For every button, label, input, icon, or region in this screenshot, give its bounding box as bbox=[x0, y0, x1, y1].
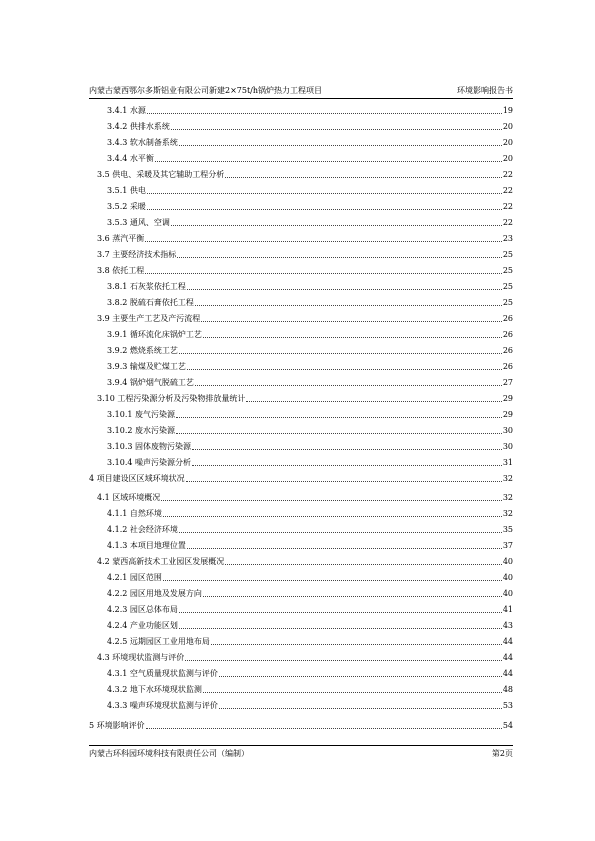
toc-entry-title: 3.5.2 采暖 bbox=[107, 202, 146, 211]
toc-entry-title: 4.2.3 园区总体布局 bbox=[107, 605, 178, 614]
toc-dot-leader bbox=[163, 579, 502, 581]
toc-entry-page: 26 bbox=[502, 362, 513, 371]
toc-entry-page: 31 bbox=[502, 458, 513, 467]
toc-entry-title: 4.2.5 远期园区工业用地布局 bbox=[107, 637, 210, 646]
toc-dot-leader bbox=[163, 515, 502, 517]
toc-dot-leader bbox=[179, 144, 502, 146]
toc-entry-title: 3.5.1 供电 bbox=[107, 186, 146, 195]
toc-dot-leader bbox=[171, 224, 502, 226]
toc-entry[interactable] bbox=[97, 556, 513, 567]
toc-dot-leader bbox=[161, 499, 502, 501]
toc-entry[interactable] bbox=[107, 588, 513, 599]
footer-company: 内蒙古环科园环境科技有限责任公司（编制） bbox=[89, 749, 249, 758]
toc-entry-title: 3.7 主要经济技术指标 bbox=[97, 250, 177, 259]
toc-dot-leader bbox=[146, 727, 502, 729]
toc-entry[interactable] bbox=[107, 377, 513, 388]
toc-entry[interactable] bbox=[107, 185, 513, 196]
toc-entry[interactable] bbox=[107, 700, 513, 711]
toc-dot-leader bbox=[211, 643, 502, 645]
toc-entry-title: 4.3.2 地下水环境现状监测 bbox=[107, 685, 202, 694]
toc-entry-page: 20 bbox=[502, 154, 513, 163]
toc-entry[interactable] bbox=[107, 441, 513, 452]
toc-entry[interactable] bbox=[107, 121, 513, 132]
toc-entry-page: 32 bbox=[502, 493, 513, 502]
footer-page-number: 第2页 bbox=[491, 749, 513, 758]
toc-entry[interactable] bbox=[97, 265, 513, 276]
toc-entry-title: 4 项目建设区区域环境状况 bbox=[89, 474, 185, 483]
toc-dot-leader bbox=[225, 563, 502, 565]
toc-entry[interactable] bbox=[107, 105, 513, 116]
toc-dot-leader bbox=[201, 320, 502, 322]
toc-entry-title: 3.6 蒸汽平衡 bbox=[97, 234, 145, 243]
toc-entry-title: 3.4.3 软水制备系统 bbox=[107, 138, 178, 147]
toc-entry-page: 44 bbox=[502, 669, 513, 678]
toc-entry[interactable] bbox=[107, 636, 513, 647]
toc-entry[interactable] bbox=[107, 604, 513, 615]
toc-entry-page: 37 bbox=[502, 541, 513, 550]
toc-entry-title: 3.9.4 锅炉烟气脱硫工艺 bbox=[107, 378, 194, 387]
toc-entry-page: 22 bbox=[502, 186, 513, 195]
toc-entry[interactable] bbox=[107, 425, 513, 436]
toc-dot-leader bbox=[145, 272, 502, 274]
toc-entry-page: 22 bbox=[502, 218, 513, 227]
toc-entry-title: 3.4.4 水平衡 bbox=[107, 154, 154, 163]
toc-entry-page: 35 bbox=[502, 525, 513, 534]
toc-dot-leader bbox=[246, 400, 501, 402]
toc-entry[interactable] bbox=[107, 540, 513, 551]
toc-dot-leader bbox=[185, 659, 502, 661]
toc-entry-page: 20 bbox=[502, 122, 513, 131]
toc-entry-title: 4.1.1 自然环境 bbox=[107, 509, 162, 518]
page-footer bbox=[89, 745, 513, 760]
toc-entry-page: 25 bbox=[502, 250, 513, 259]
toc-entry[interactable] bbox=[107, 281, 513, 292]
toc-dot-leader bbox=[203, 336, 502, 338]
toc-dot-leader bbox=[179, 352, 502, 354]
toc-dot-leader bbox=[192, 448, 502, 450]
toc-entry[interactable] bbox=[107, 524, 513, 535]
toc-entry[interactable] bbox=[107, 137, 513, 148]
toc-entry[interactable] bbox=[97, 249, 513, 260]
toc-entry-page: 19 bbox=[502, 106, 513, 115]
toc-dot-leader bbox=[219, 675, 502, 677]
toc-dot-leader bbox=[171, 128, 502, 130]
toc-dot-leader bbox=[186, 480, 502, 482]
toc-dot-leader bbox=[179, 611, 502, 613]
toc-entry-page: 32 bbox=[502, 474, 513, 483]
toc-entry-page: 30 bbox=[502, 442, 513, 451]
toc-entry[interactable] bbox=[89, 473, 513, 484]
toc-entry-title: 4.2 蒙西高新技术工业园区发展概况 bbox=[97, 557, 225, 566]
toc-entry-page: 53 bbox=[502, 701, 513, 710]
toc-entry-title: 3.5 供电、采暖及其它辅助工程分析 bbox=[97, 170, 225, 179]
toc-dot-leader bbox=[225, 176, 502, 178]
toc-dot-leader bbox=[147, 192, 502, 194]
toc-entry-page: 25 bbox=[502, 266, 513, 275]
toc-entry-page: 30 bbox=[502, 426, 513, 435]
toc-entry-title: 4.3 环境现状监测与评价 bbox=[97, 653, 185, 662]
toc-dot-leader bbox=[147, 112, 502, 114]
toc-entry-page: 25 bbox=[502, 298, 513, 307]
toc-dot-leader bbox=[192, 464, 502, 466]
toc-entry[interactable] bbox=[89, 720, 513, 731]
header-project-title: 内蒙古蒙西鄂尔多斯铝业有限公司新建2×75t/h锅炉热力工程项目 bbox=[89, 86, 323, 95]
toc-entry-page: 25 bbox=[502, 282, 513, 291]
toc-entry-page: 26 bbox=[502, 330, 513, 339]
toc-entry-title: 4.3.1 空气质量现状监测与评价 bbox=[107, 669, 218, 678]
toc-entry[interactable] bbox=[107, 572, 513, 583]
toc-entry-title: 3.10.4 噪声污染源分析 bbox=[107, 458, 191, 467]
toc-entry-page: 44 bbox=[502, 653, 513, 662]
toc-entry-page: 23 bbox=[502, 234, 513, 243]
toc-entry-page: 43 bbox=[502, 621, 513, 630]
toc-entry-title: 3.5.3 通风、空调 bbox=[107, 218, 170, 227]
toc-entry-title: 4.2.2 园区用地及发展方向 bbox=[107, 589, 202, 598]
toc-entry-title: 3.10.1 废气污染源 bbox=[107, 410, 175, 419]
toc-entry-title: 4.3.3 噪声环境现状监测与评价 bbox=[107, 701, 218, 710]
toc-dot-leader bbox=[177, 256, 502, 258]
toc-entry[interactable] bbox=[97, 233, 513, 244]
toc-entry[interactable] bbox=[107, 345, 513, 356]
toc-dot-leader bbox=[187, 547, 502, 549]
toc-entry[interactable] bbox=[107, 297, 513, 308]
toc-entry[interactable] bbox=[107, 409, 513, 420]
toc-entry[interactable] bbox=[107, 217, 513, 228]
toc-entry-title: 4.1 区域环境概况 bbox=[97, 493, 161, 502]
toc-entry-page: 29 bbox=[502, 394, 513, 403]
toc-entry-page: 40 bbox=[502, 557, 513, 566]
toc-dot-leader bbox=[195, 304, 502, 306]
toc-entry-page: 40 bbox=[502, 573, 513, 582]
toc-entry[interactable] bbox=[107, 329, 513, 340]
toc-entry-page: 26 bbox=[502, 314, 513, 323]
toc-entry-title: 3.8 依托工程 bbox=[97, 266, 145, 275]
toc-entry-page: 22 bbox=[502, 202, 513, 211]
toc-entry-title: 4.2.4 产业功能区划 bbox=[107, 621, 178, 630]
toc-entry-page: 40 bbox=[502, 589, 513, 598]
toc-entry-title: 3.10.2 废水污染源 bbox=[107, 426, 175, 435]
toc-dot-leader bbox=[176, 416, 502, 418]
toc-entry-page: 29 bbox=[502, 410, 513, 419]
toc-entry[interactable] bbox=[107, 201, 513, 212]
toc-entry[interactable] bbox=[97, 652, 513, 663]
toc-entry[interactable] bbox=[97, 313, 513, 324]
toc-entry-title: 3.9.1 循环流化床锅炉工艺 bbox=[107, 330, 202, 339]
toc-entry[interactable] bbox=[97, 492, 513, 503]
header-document-type: 环境影响报告书 bbox=[457, 86, 513, 95]
toc-entry-title: 4.1.2 社会经济环境 bbox=[107, 525, 178, 534]
toc-dot-leader bbox=[187, 368, 502, 370]
toc-entry-page: 48 bbox=[502, 685, 513, 694]
toc-entry-title: 4.1.3 本项目地理位置 bbox=[107, 541, 186, 550]
toc-entry[interactable] bbox=[97, 393, 513, 404]
toc-entry-page: 32 bbox=[502, 509, 513, 518]
toc-entry-title: 3.8.1 石灰浆依托工程 bbox=[107, 282, 186, 291]
toc-dot-leader bbox=[179, 627, 502, 629]
toc-entry[interactable] bbox=[97, 169, 513, 180]
toc-dot-leader bbox=[179, 531, 502, 533]
toc-entry-title: 3.4.2 供排水系统 bbox=[107, 122, 170, 131]
toc-dot-leader bbox=[195, 384, 502, 386]
toc-entry[interactable] bbox=[107, 361, 513, 372]
toc-entry-title: 3.9.2 燃烧系统工艺 bbox=[107, 346, 178, 355]
toc-entry[interactable] bbox=[107, 153, 513, 164]
toc-entry-title: 3.9 主要生产工艺及产污流程 bbox=[97, 314, 201, 323]
toc-entry[interactable] bbox=[107, 457, 513, 468]
toc-entry-title: 5 环境影响评价 bbox=[89, 721, 145, 730]
toc-dot-leader bbox=[147, 208, 502, 210]
toc-entry-title: 3.4.1 水源 bbox=[107, 106, 146, 115]
toc-entry-page: 26 bbox=[502, 346, 513, 355]
toc-entry-title: 3.9.3 输煤及贮煤工艺 bbox=[107, 362, 186, 371]
toc-entry-title: 4.2.1 园区范围 bbox=[107, 573, 162, 582]
toc-entry-page: 44 bbox=[502, 637, 513, 646]
toc-dot-leader bbox=[145, 240, 502, 242]
toc-dot-leader bbox=[176, 432, 502, 434]
toc-dot-leader bbox=[155, 160, 502, 162]
toc-dot-leader bbox=[203, 691, 502, 693]
toc-entry-title: 3.10 工程污染源分析及污染物排放量统计 bbox=[97, 394, 246, 403]
toc-dot-leader bbox=[203, 595, 502, 597]
toc-entry[interactable] bbox=[107, 508, 513, 519]
toc-dot-leader bbox=[187, 288, 502, 290]
toc-entry-page: 22 bbox=[502, 170, 513, 179]
toc-entry-title: 3.8.2 脱硫石膏依托工程 bbox=[107, 298, 194, 307]
toc-entry-title: 3.10.3 固体废物污染源 bbox=[107, 442, 191, 451]
toc-entry-page: 20 bbox=[502, 138, 513, 147]
toc-entry-page: 41 bbox=[502, 605, 513, 614]
toc-dot-leader bbox=[219, 707, 502, 709]
toc-entry[interactable] bbox=[107, 684, 513, 695]
toc-entry-page: 54 bbox=[502, 721, 513, 730]
toc-entry[interactable] bbox=[107, 668, 513, 679]
toc-entry-page: 27 bbox=[502, 378, 513, 387]
toc-entry[interactable] bbox=[107, 620, 513, 631]
